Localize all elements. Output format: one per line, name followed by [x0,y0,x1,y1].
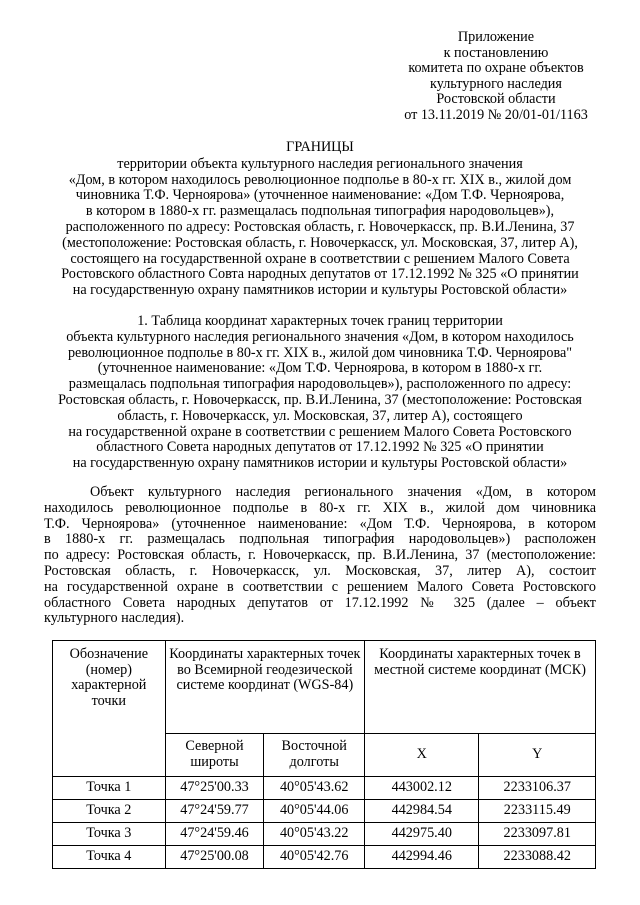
cell-y: 2233106.37 [479,777,596,800]
cell-point: Точка 3 [53,823,166,846]
table-title-line: область, г. Новочеркасск, ул. Московская, 37, литер А), состоящего [117,407,523,424]
appendix-line: Ростовской области [436,91,556,108]
header-east-longitude: Восточной долготы [264,734,365,777]
table-title-line: на государственной охране в соответствии с решением Малого Совета Ростовского [68,423,572,440]
paragraph-line: на государственной охране в соответствии с решением Малого Совета Ростовского [44,578,596,595]
title-line: чиновника Т.Ф. Черноярова» (уточненное наименование: «Дом Т.Ф. Черноярова, [75,187,565,204]
table-row [53,823,596,846]
appendix-line: комитета по охране объектов [408,60,584,77]
cell-y: 2233097.81 [479,823,596,846]
table-header-row [53,641,596,734]
header-msk: Координаты характерных точек в местной системе координат (МСК) [365,641,596,734]
cell-x: 443002.12 [365,777,479,800]
paragraph-line: находилось революционное подполье в 80-х гг. XIX в., жилой дом чиновника [44,499,596,516]
appendix-line: культурного наследия [430,75,562,92]
title-line: (местоположение: Ростовская область, г. Новочеркасск, ул. Московская, 37, литер А), [62,234,578,251]
table-title-line: (уточненное наименование: «Дом Т.Ф. Черноярова, в котором в 1880-х гг. [97,360,543,377]
header-y: Y [479,734,596,777]
table-title-line: Ростовская область, г. Новочеркасск, пр. В.И.Ленина, 37 (местоположение: Ростовская [58,391,582,408]
table-title-line: революционное подполье в 80-х гг. XIX в., жилой дом чиновника Т.Ф. Черноярова" [67,344,573,361]
paragraph-line: по адресу: Ростовская область, г. Новочеркасск, пр. В.И.Ленина, 37 (местоположение: [44,547,596,564]
cell-x: 442994.46 [365,846,479,869]
paragraph-line: культурного наследия). [44,610,185,627]
appendix-line: к постановлению [443,44,549,61]
cell-longitude: 40°05'44.06 [264,800,365,823]
cell-x: 442984.54 [365,800,479,823]
coordinates-table [52,640,596,869]
title-line: территории объекта культурного наследия регионального значения [117,155,523,172]
header-north-latitude: Северной широты [165,734,264,777]
title-line: в котором в 1880-х гг. размещалась подпольная типография народовольцев»), [85,203,555,220]
table-title-line: объекта культурного наследия регионального значения «Дом, в котором находилось [66,328,574,345]
header-designation: Обозначение (номер) характерной точки [53,641,166,777]
title-line: расположенного по адресу: Ростовская область, г. Новочеркасск, пр. В.И.Ленина, 37 [65,218,575,235]
cell-latitude: 47°25'00.33 [165,777,264,800]
title-line: состоящего на государственной охране в соответствии с решением Малого Совета [70,250,570,267]
table-title-line: размещалась подпольная типография народовольцев»), расположенного по адресу: [68,376,572,393]
appendix-header [390,30,602,124]
header-x: X [365,734,479,777]
table-row [53,777,596,800]
cell-longitude: 40°05'42.76 [264,846,365,869]
paragraph-line: Объект культурного наследия регионального значения «Дом, в котором [90,484,596,500]
table-title-line: на государственную охрану памятников истории и культуры Ростовской области» [72,455,568,472]
cell-y: 2233115.49 [479,800,596,823]
title-heading: ГРАНИЦЫ [286,139,354,155]
table-row [53,846,596,869]
cell-point: Точка 1 [53,777,166,800]
table-title-line: 1. Таблица координат характерных точек границ территории [137,313,503,329]
header-wgs84: Координаты характерных точек во Всемирной геодезической системе координат (WGS-84) [165,641,364,734]
cell-longitude: 40°05'43.22 [264,823,365,846]
paragraph-line: Ростовская область, г. Новочеркасск, ул. Московская, 37, литер А), состоит [44,562,596,579]
table-title-line: областного Совета народных депутатов от 17.12.1992 № 325 «О принятии [96,439,544,456]
cell-latitude: 47°24'59.77 [165,800,264,823]
cell-longitude: 40°05'43.62 [264,777,365,800]
cell-point: Точка 2 [53,800,166,823]
paragraph-line: в 1880-х гг. размещалась подпольная типография народовольцев») расположен [44,531,596,548]
cell-y: 2233088.42 [479,846,596,869]
document-title [28,140,612,299]
title-line: «Дом, в котором находилось революционное подполье в 80-х гг. XIX в., жилой дом [68,171,572,188]
cell-latitude: 47°24'59.46 [165,823,264,846]
appendix-line: Приложение [457,29,535,45]
cell-x: 442975.40 [365,823,479,846]
description-paragraph [44,485,596,627]
appendix-line: от 13.11.2019 № 20/01-01/1163 [404,106,588,123]
table-row [53,800,596,823]
cell-latitude: 47°25'00.08 [165,846,264,869]
title-line: на государственную охрану памятников истории и культуры Ростовской области» [72,282,568,299]
title-line: Ростовского областного Совта народных депутатов от 17.12.1992 № 325 «О принятии [61,266,579,283]
paragraph-line: Т.Ф. Черноярова» (уточненное наименование: «Дом Т.Ф. Черноярова, в котором [44,515,596,532]
cell-point: Точка 4 [53,846,166,869]
table-title [28,314,612,472]
paragraph-line: областного Совета народных депутатов от 17.12.1992 № 325 (далее – объект [44,594,596,611]
